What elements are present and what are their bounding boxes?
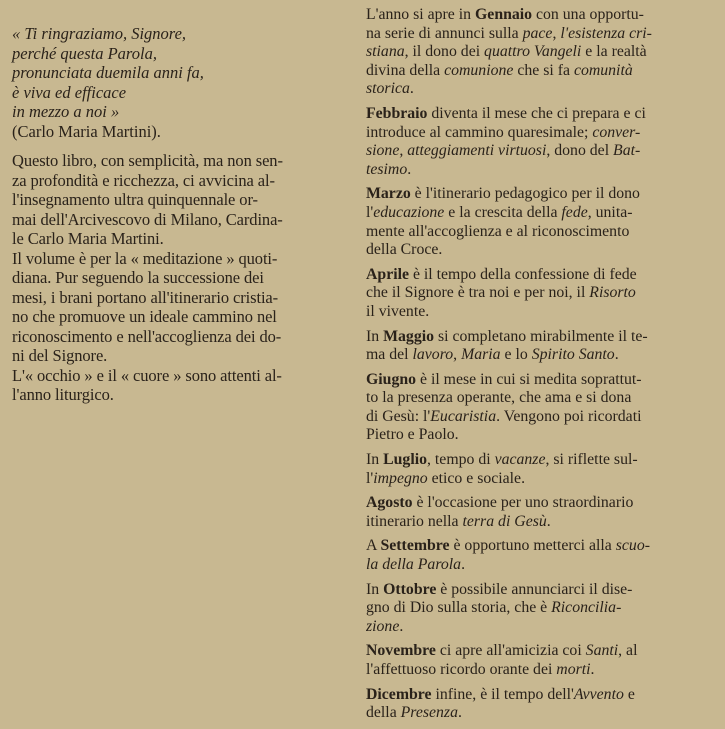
month-line bbox=[366, 494, 718, 513]
month-line bbox=[366, 161, 718, 180]
emphasis-text: Risorto bbox=[589, 284, 636, 302]
emphasis-text: la della Parola bbox=[366, 556, 462, 574]
text-run: l' bbox=[366, 469, 374, 487]
intro-line: Questo libro, con semplicità, ma non sen- bbox=[12, 151, 283, 170]
month-name: Novembre bbox=[366, 642, 436, 660]
text-run: introduce al cammino quaresimale; bbox=[366, 123, 593, 141]
month-line bbox=[366, 581, 718, 600]
intro-line: l'insegnamento ultra quinquennale or- bbox=[12, 190, 258, 209]
emphasis-text: Bat- bbox=[613, 142, 641, 160]
month-line bbox=[366, 6, 718, 25]
text-run: itinerario nella bbox=[366, 512, 463, 530]
month-line bbox=[366, 241, 718, 260]
text-run: gno di Dio sulla storia, che è bbox=[366, 599, 552, 617]
month-name: Dicembre bbox=[366, 685, 432, 703]
month-name: Aprile bbox=[366, 265, 409, 283]
month-paragraph bbox=[366, 185, 718, 259]
text-run: . Vengono poi ricordati bbox=[496, 407, 642, 425]
text-run: e lo bbox=[500, 346, 532, 364]
text-run: che il Signore è tra noi e per noi, il bbox=[366, 284, 590, 302]
month-line bbox=[366, 80, 718, 99]
text-run: è il mese in cui si medita soprattut- bbox=[416, 370, 642, 388]
text-run: Pietro e Paolo. bbox=[366, 426, 459, 444]
emphasis-text: Eucaristia bbox=[430, 407, 497, 425]
text-run: il vivente. bbox=[366, 302, 430, 320]
quote-author: (Carlo Maria Martini). bbox=[12, 121, 161, 141]
month-paragraph bbox=[366, 105, 718, 179]
quote-line: perché questa Parola, bbox=[12, 43, 157, 63]
epigraph-quote bbox=[12, 24, 354, 141]
text-run: , al bbox=[618, 642, 638, 660]
text-run: ma del bbox=[366, 346, 413, 364]
month-line bbox=[366, 105, 718, 124]
emphasis-text: lavoro bbox=[412, 346, 454, 364]
emphasis-text: storica bbox=[366, 80, 410, 98]
emphasis-text: pace bbox=[522, 24, 553, 42]
text-run: è possibile annunciarci il dise- bbox=[436, 580, 633, 598]
text-run: L'anno si apre in bbox=[366, 6, 476, 23]
emphasis-text: l'esistenza cri- bbox=[560, 24, 652, 42]
emphasis-text: Maria bbox=[461, 346, 501, 364]
text-run: A bbox=[366, 537, 381, 555]
text-run: e la crescita della bbox=[444, 203, 562, 221]
text-run: diventa il mese che ci prepara e ci bbox=[427, 104, 646, 122]
emphasis-text: terra di Gesù bbox=[462, 512, 547, 530]
month-line bbox=[366, 537, 718, 556]
text-run: , bbox=[552, 24, 561, 42]
month-line bbox=[366, 704, 718, 723]
month-line bbox=[366, 223, 718, 242]
month-line bbox=[366, 124, 718, 143]
month-paragraph bbox=[366, 642, 718, 679]
month-paragraph bbox=[366, 581, 718, 637]
emphasis-text: morti bbox=[556, 661, 591, 678]
text-run: , unita- bbox=[587, 203, 633, 221]
emphasis-text: conver- bbox=[592, 123, 641, 141]
quote-line: pronunciata duemila anni fa, bbox=[12, 63, 204, 82]
month-line bbox=[366, 686, 718, 705]
month-name: Gennaio bbox=[475, 6, 533, 23]
text-run: . bbox=[457, 704, 462, 722]
text-run: In bbox=[366, 580, 384, 598]
text-run: si completano mirabilmente il te- bbox=[434, 327, 648, 345]
text-run: na serie di annunci sulla bbox=[366, 24, 523, 42]
text-run: , si riflette sul- bbox=[545, 451, 638, 469]
intro-line: mesi, i brani portano all'itinerario cristia- bbox=[12, 287, 279, 307]
month-line bbox=[366, 185, 718, 204]
month-name: Agosto bbox=[366, 494, 413, 512]
emphasis-text: vacanze bbox=[494, 451, 546, 469]
month-line bbox=[366, 328, 718, 347]
month-paragraph bbox=[366, 328, 718, 365]
emphasis-text: sione, atteggiamenti virtuosi bbox=[366, 142, 547, 160]
text-run: , bbox=[453, 346, 462, 364]
emphasis-text: comunione bbox=[444, 61, 514, 79]
emphasis-text: scuo- bbox=[615, 537, 650, 555]
month-line bbox=[366, 43, 718, 62]
emphasis-text: Spirito Santo bbox=[531, 346, 615, 364]
text-run: è l'itinerario pedagogico per il dono bbox=[410, 185, 640, 203]
text-run: to la presenza operante, che ama e si dona bbox=[366, 389, 632, 407]
intro-line: mai dell'Arcivescovo di Milano, Cardina- bbox=[12, 209, 283, 229]
month-line bbox=[366, 62, 718, 81]
emphasis-text: comunità bbox=[573, 61, 633, 79]
month-name: Luglio bbox=[383, 451, 428, 469]
intro-line: Il volume è per la « meditazione » quoti- bbox=[12, 248, 278, 268]
quote-line: è viva ed efficace bbox=[12, 82, 127, 102]
intro-line: no che promuove un ideale cammino nel bbox=[12, 307, 277, 326]
month-name: Giugno bbox=[366, 370, 417, 388]
month-line bbox=[366, 426, 718, 445]
month-name: Maggio bbox=[383, 327, 435, 345]
text-run: e la realtà bbox=[581, 43, 647, 61]
intro-line: riconoscimento e nell'accoglienza dei do- bbox=[12, 326, 282, 346]
text-run: l' bbox=[366, 203, 374, 221]
text-run: In bbox=[366, 451, 384, 469]
text-run: della Croce. bbox=[366, 241, 443, 259]
emphasis-text: tesimo bbox=[366, 160, 408, 178]
text-run: . bbox=[461, 556, 466, 574]
month-line bbox=[366, 266, 718, 285]
intro-line: ni del Signore. bbox=[12, 346, 108, 365]
month-line bbox=[366, 371, 718, 390]
text-run: etico e sociale. bbox=[427, 469, 526, 487]
month-paragraph bbox=[366, 266, 718, 322]
month-line bbox=[366, 204, 718, 223]
month-line bbox=[366, 513, 718, 532]
text-run: mente all'accoglienza e al riconoscimento bbox=[366, 222, 630, 240]
month-line bbox=[366, 556, 718, 575]
emphasis-text: educazione bbox=[373, 203, 445, 221]
emphasis-text: Avvento bbox=[573, 685, 624, 703]
month-paragraph bbox=[366, 537, 718, 574]
month-line bbox=[366, 470, 718, 489]
month-line bbox=[366, 284, 718, 303]
text-run: . bbox=[407, 160, 412, 178]
month-paragraph bbox=[366, 451, 718, 488]
text-run: . bbox=[409, 80, 414, 98]
text-run: . bbox=[399, 617, 404, 635]
month-line bbox=[366, 599, 718, 618]
intro-line: l'anno liturgico. bbox=[12, 385, 114, 404]
month-line bbox=[366, 408, 718, 427]
month-line bbox=[366, 642, 718, 661]
text-run: è il tempo della confessione di fede bbox=[409, 265, 637, 283]
month-paragraph bbox=[366, 371, 718, 445]
month-line bbox=[366, 618, 718, 637]
text-run: In bbox=[366, 327, 384, 345]
emphasis-text: Santi bbox=[585, 642, 619, 660]
month-line bbox=[366, 389, 718, 408]
text-run: . bbox=[614, 346, 619, 364]
month-name: Settembre bbox=[380, 537, 450, 555]
text-run: divina della bbox=[366, 61, 445, 79]
intro-line: diana. Pur seguendo la successione dei bbox=[12, 268, 264, 287]
intro-line: le Carlo Maria Martini. bbox=[12, 229, 164, 248]
month-paragraph bbox=[366, 6, 718, 99]
intro-line: L'« occhio » e il « cuore » sono attenti al- bbox=[12, 365, 282, 385]
quote-line: in mezzo a noi » bbox=[12, 102, 120, 121]
text-run: infine, è il tempo dell' bbox=[431, 685, 574, 703]
months-column bbox=[366, 0, 718, 729]
text-run: ci apre all'amicizia coi bbox=[435, 642, 586, 660]
month-line bbox=[366, 25, 718, 44]
emphasis-text: Riconcilia- bbox=[551, 599, 622, 617]
text-run: . bbox=[546, 512, 551, 530]
month-line bbox=[366, 142, 718, 161]
intro-paragraph bbox=[12, 151, 354, 405]
emphasis-text: impegno bbox=[373, 469, 428, 487]
text-run: con una opportu- bbox=[532, 6, 644, 23]
text-run: . bbox=[590, 661, 595, 678]
month-name: Febbraio bbox=[366, 104, 428, 122]
emphasis-text: fede bbox=[561, 203, 588, 221]
month-line bbox=[366, 661, 718, 680]
month-line bbox=[366, 451, 718, 470]
text-run: l'affettuoso ricordo orante dei bbox=[366, 661, 557, 678]
text-run: , il dono dei bbox=[404, 43, 485, 61]
emphasis-text: Presenza bbox=[400, 704, 458, 722]
text-run: che si fa bbox=[513, 61, 574, 79]
month-paragraph bbox=[366, 494, 718, 531]
month-name: Marzo bbox=[366, 185, 411, 203]
intro-line: za profondità e ricchezza, ci avvicina al- bbox=[12, 170, 275, 190]
text-run: , tempo di bbox=[427, 451, 495, 469]
month-line bbox=[366, 346, 718, 365]
text-run: e bbox=[623, 685, 635, 703]
month-name: Ottobre bbox=[383, 580, 437, 598]
emphasis-text: quattro Vangeli bbox=[484, 43, 582, 61]
text-run: della bbox=[366, 704, 401, 722]
emphasis-text: stiana bbox=[366, 43, 405, 61]
left-column bbox=[12, 0, 354, 405]
quote-line: « Ti ringraziamo, Signore, bbox=[12, 24, 187, 43]
text-run: è l'occasione per uno straordinario bbox=[412, 494, 634, 512]
month-paragraph bbox=[366, 686, 718, 723]
text-run: , dono del bbox=[546, 142, 614, 160]
month-line bbox=[366, 303, 718, 322]
text-run: di Gesù: l' bbox=[366, 407, 431, 425]
emphasis-text: zione bbox=[366, 617, 400, 635]
text-run: è opportuno metterci alla bbox=[449, 537, 616, 555]
